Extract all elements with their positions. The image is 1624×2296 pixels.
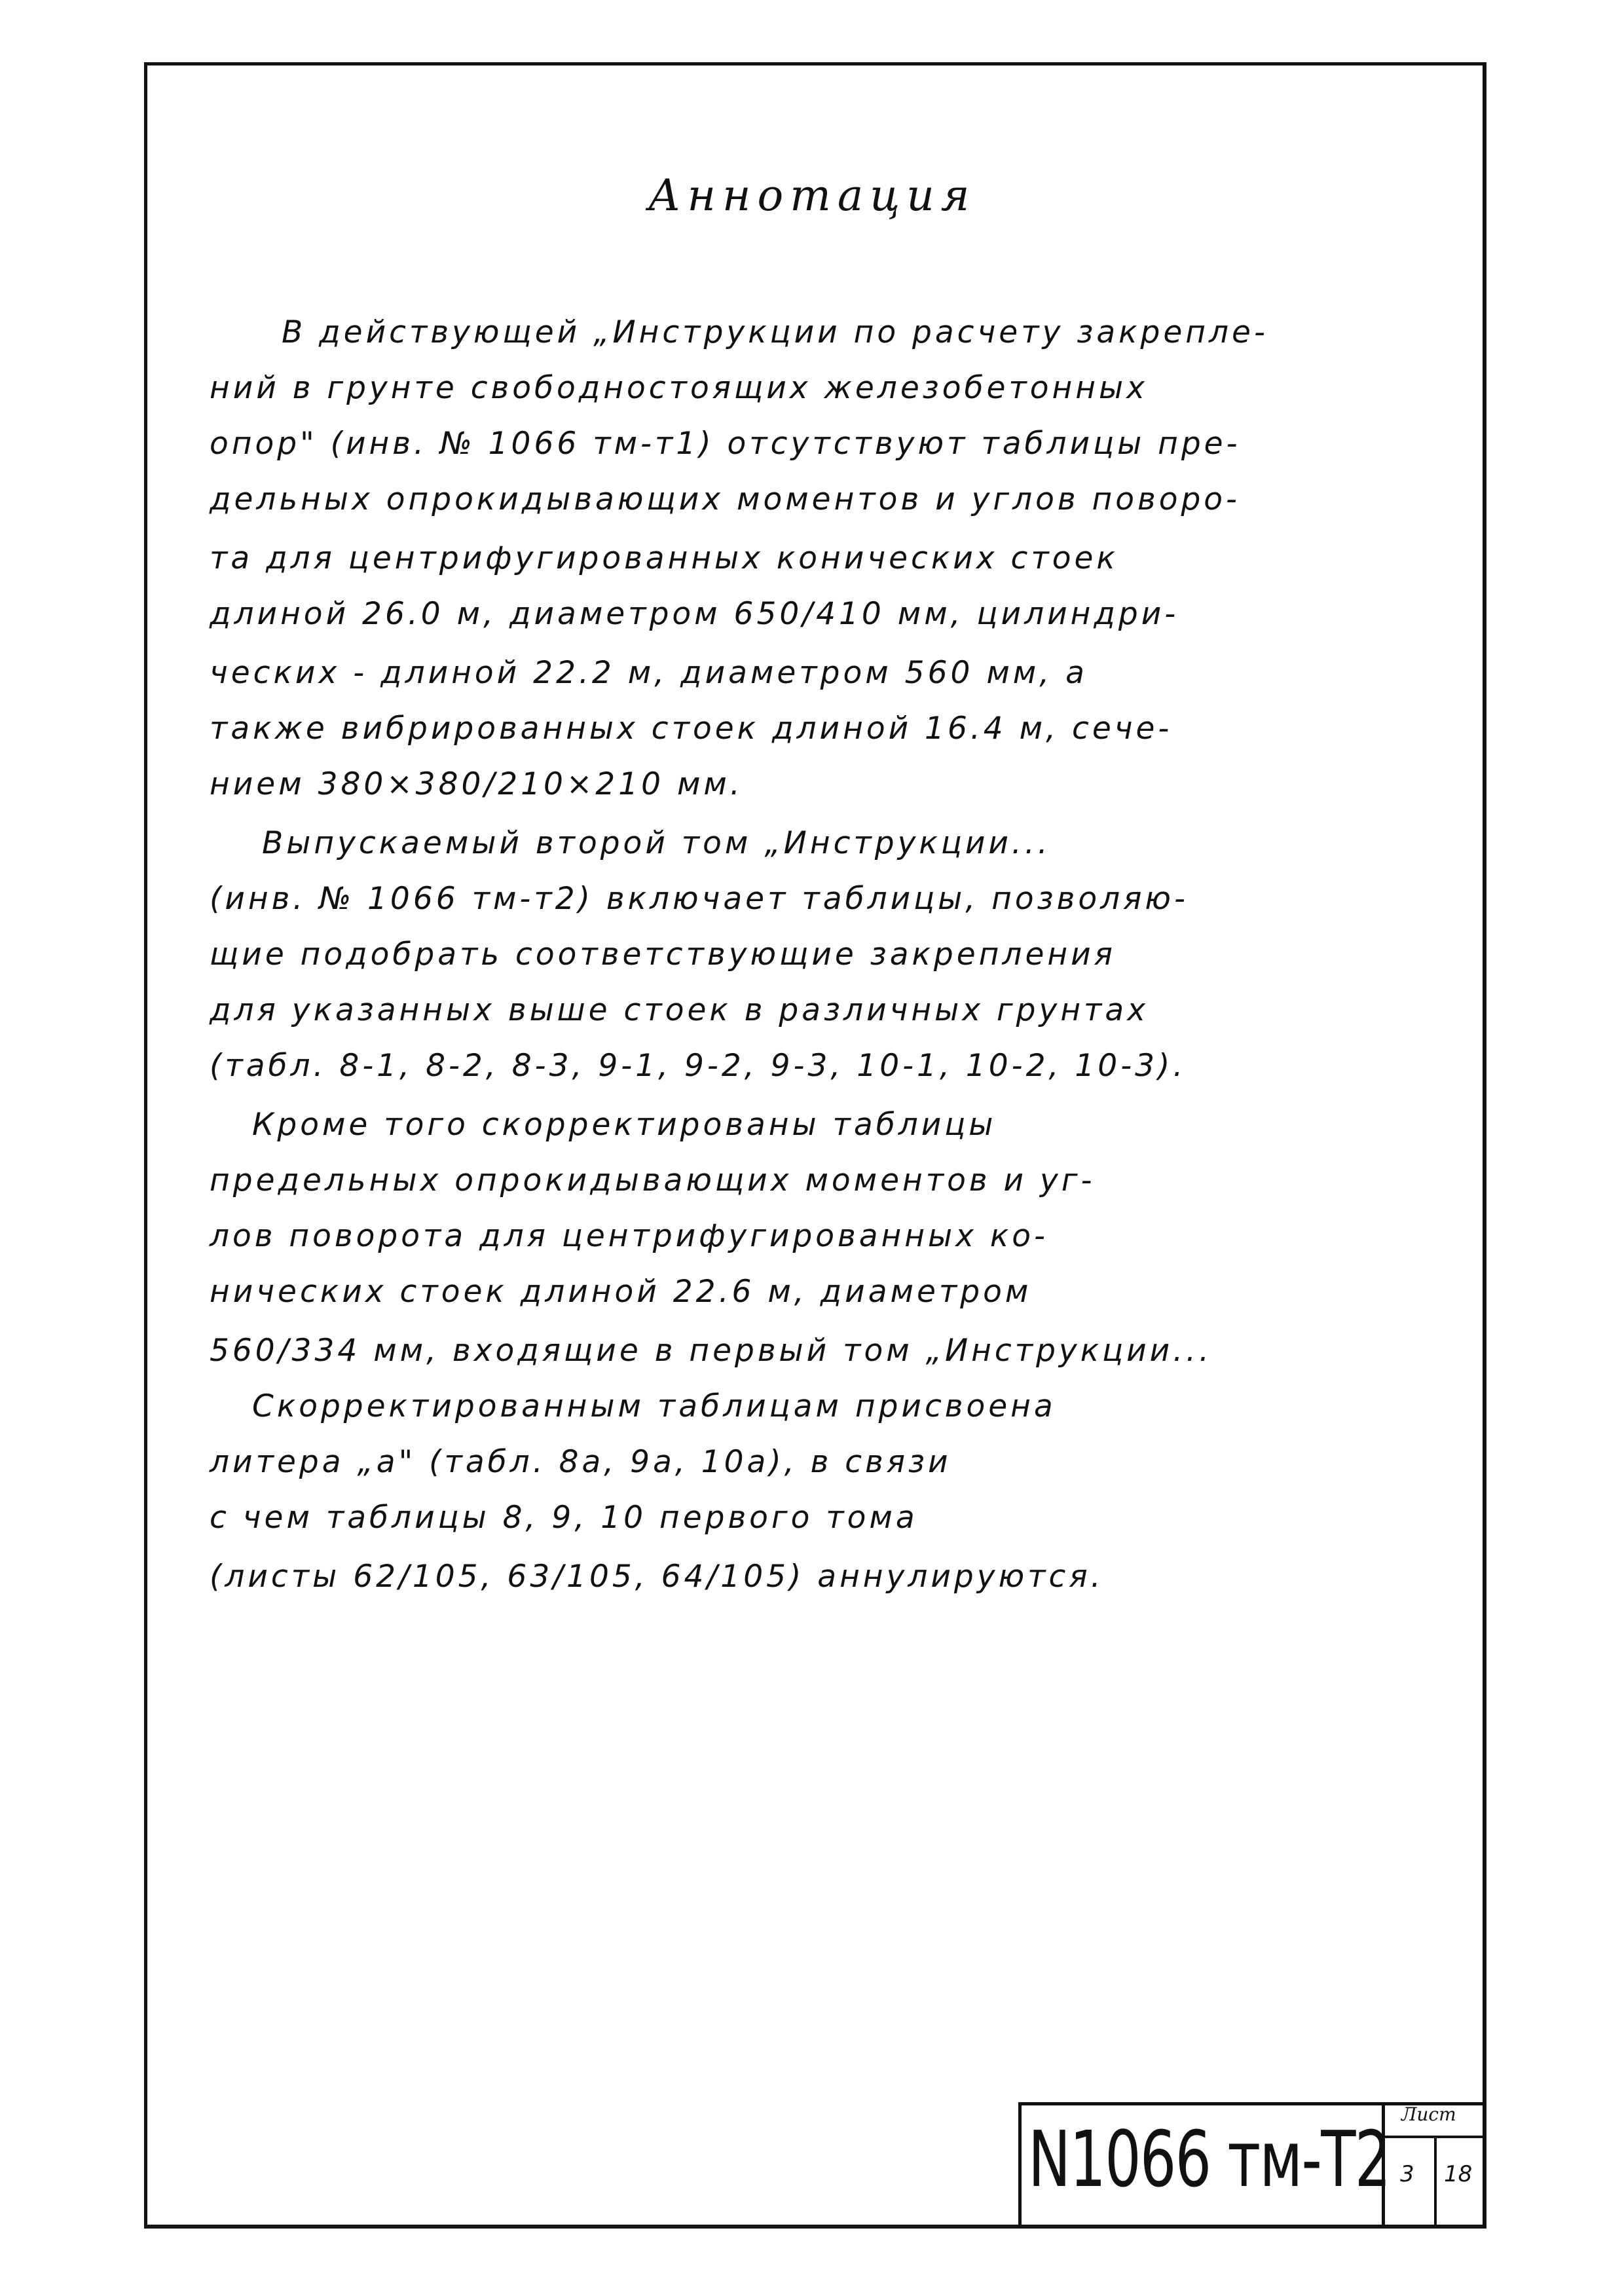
text-line: ческих - длиной 22.2 м, диаметром 560 мм, а bbox=[210, 655, 1088, 691]
text-line: лов поворота для центрифугированных ко- bbox=[210, 1218, 1048, 1254]
text-line: опор" (инв. № 1066 тм-т1) отсутствуют таблицы пре- bbox=[210, 426, 1241, 462]
text-line: (инв. № 1066 тм-т2) включает таблицы, позволяю- bbox=[210, 881, 1189, 917]
sheet-label: Лист bbox=[1401, 2103, 1456, 2125]
text-line: ний в грунте свободностоящих железобетонных bbox=[210, 370, 1148, 406]
text-line: Скорректированным таблицам присвоена bbox=[252, 1388, 1056, 1424]
text-line: длиной 26.0 м, диаметром 650/410 мм, цилиндри- bbox=[210, 596, 1179, 632]
text-line: (табл. 8-1, 8-2, 8-3, 9-1, 9-2, 9-3, 10-1, 10-2, 10-3). bbox=[210, 1048, 1187, 1084]
text-line: Выпускаемый второй том „Инструкции... bbox=[262, 825, 1051, 861]
text-line: для указанных выше стоек в различных грунтах bbox=[210, 992, 1149, 1028]
text-line: та для центрифугированных конических стоек bbox=[210, 540, 1118, 576]
text-line: 560/334 мм, входящие в первый том „Инструкции... bbox=[210, 1333, 1213, 1369]
text-line: также вибрированных стоек длиной 16.4 м, сече- bbox=[210, 711, 1173, 747]
text-line: нием 380×380/210×210 мм. bbox=[210, 766, 743, 802]
text-line: щие подобрать соответствующие закрепления bbox=[210, 936, 1116, 972]
text-line: предельных опрокидывающих моментов и уг- bbox=[210, 1162, 1096, 1198]
document-code: N1066 тм-Т2 bbox=[1028, 2114, 1390, 2204]
text-line: дельных опрокидывающих моментов и углов поворо- bbox=[210, 481, 1240, 517]
sheet-number: 3 bbox=[1400, 2161, 1414, 2187]
text-line: Кроме того скорректированы таблицы bbox=[252, 1107, 997, 1143]
sheet-total: 18 bbox=[1444, 2161, 1473, 2187]
text-line: (листы 62/105, 63/105, 64/105) аннулируются. bbox=[210, 1559, 1104, 1595]
text-line: В действующей „Инструкции по расчету закрепле- bbox=[282, 314, 1268, 350]
text-line: с чем таблицы 8, 9, 10 первого тома bbox=[210, 1500, 918, 1536]
page-title: Аннотация bbox=[648, 170, 976, 221]
text-line: литера „а" (табл. 8а, 9а, 10а), в связи bbox=[210, 1444, 951, 1480]
text-line: нических стоек длиной 22.6 м, диаметром bbox=[210, 1274, 1032, 1310]
sheet-divider bbox=[1434, 2138, 1437, 2229]
